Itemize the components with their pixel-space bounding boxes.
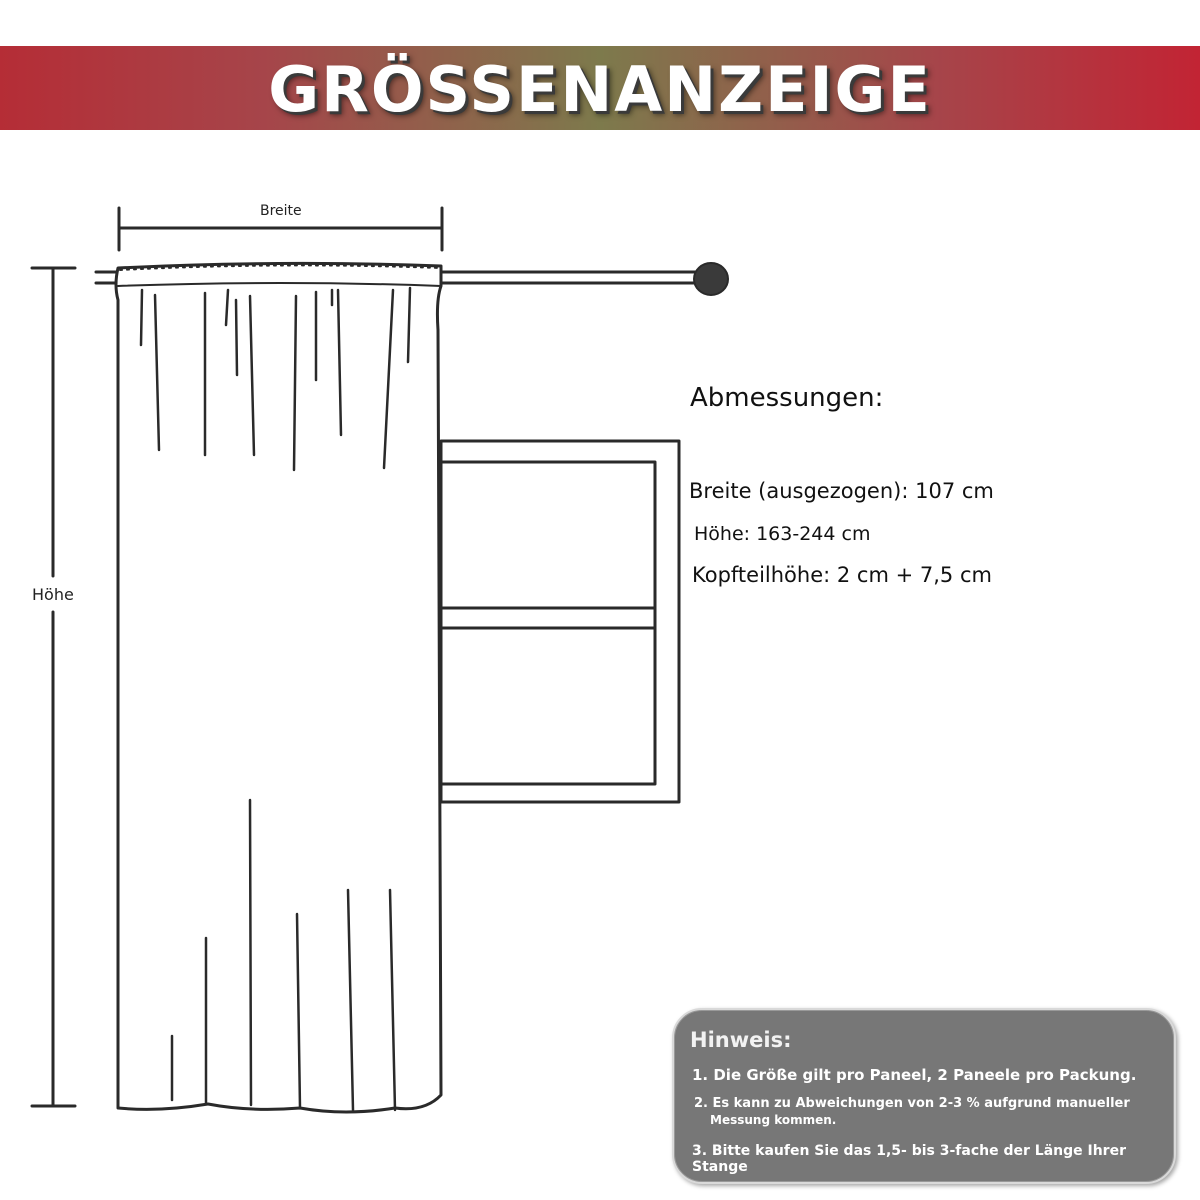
width-label: Breite xyxy=(260,203,302,219)
note-item-2-continued: Messung kommen. xyxy=(710,1113,837,1127)
height-dimension-line xyxy=(32,268,75,1106)
spec-height: Höhe: 163-244 cm xyxy=(694,523,871,545)
curtain-panel xyxy=(116,263,441,1112)
note-item-3: 3. Bitte kaufen Sie das 1,5- bis 3-fache der Länge Ihrer Stange xyxy=(692,1143,1126,1175)
window-frame xyxy=(441,441,679,802)
dimensions-heading: Abmessungen: xyxy=(690,383,884,413)
note-item-1: 1. Die Größe gilt pro Paneel, 2 Paneele pro Packung. xyxy=(692,1066,1137,1084)
note-title: Hinweis: xyxy=(690,1028,792,1052)
note-item-2: 2. Es kann zu Abweichungen von 2-3 % aufgrund manueller xyxy=(694,1096,1130,1111)
height-label: Höhe xyxy=(32,585,74,604)
spec-width: Breite (ausgezogen): 107 cm xyxy=(689,479,994,503)
note-box xyxy=(672,1008,1176,1184)
page-title: GRÖSSENANZEIGE xyxy=(268,53,932,126)
spec-header-height: Kopfteilhöhe: 2 cm + 7,5 cm xyxy=(692,563,992,587)
